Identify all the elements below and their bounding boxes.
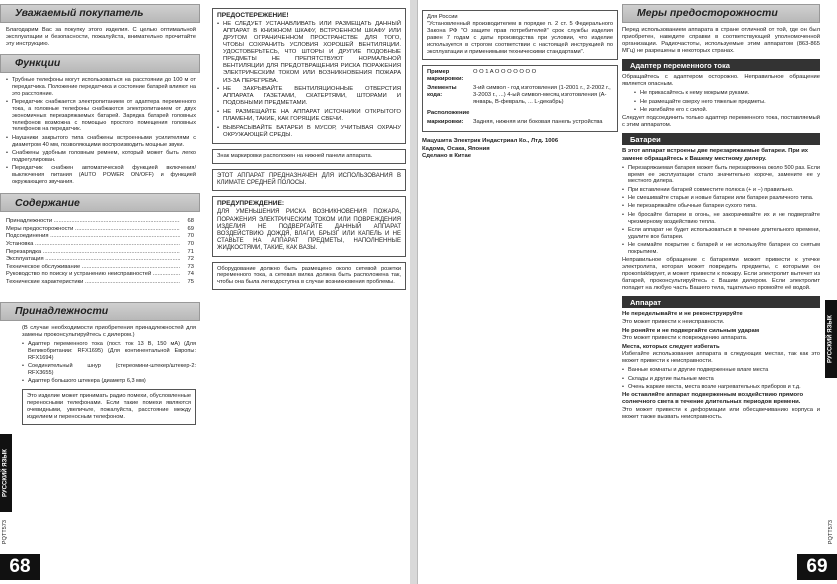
warning-list <box>217 21 401 139</box>
list-item: • Если аппарат не будет использоваться в течение длительного времени, удалите все батареи. <box>622 227 820 241</box>
ac-adapter-list <box>622 90 820 113</box>
list-item: • Не перезаряжайте обычные батареи сухого типа. <box>622 203 820 210</box>
unit-list <box>622 367 820 390</box>
list-item: • Перезаряжаемая батарея может быть перезаряжена около 500 раз. Если время ее эксплуатации стало значительно короче, замените ее у местного дилера. <box>622 165 820 185</box>
list-item: • Передатчик снабжен автоматической функцией включения/выключения питания (AUTO POWER ON/OFF) и функцией окружающего звучания. <box>6 165 196 185</box>
toc-row[interactable]: Установка ..... 70 <box>6 241 194 249</box>
dear-buyer-title: Уважаемый покупатель <box>15 7 144 20</box>
list-item: • НЕ ЗАКРЫВАЙТЕ ВЕНТИЛЯЦИОННЫЕ ОТВЕРСТИЯ АППАРАТА ГАЗЕТАМИ, СКАТЕРТЯМИ, ШТОРАМИ И ПОДОБНЫМИ ПРЕДМЕТАМИ. <box>217 86 401 107</box>
left-column-1 <box>0 0 200 584</box>
model-code-right: PQTT573 <box>828 520 835 545</box>
unit-t2: Это может привести к повреждению аппарата. <box>622 334 748 341</box>
list-item: • Склады и другие пыльные места <box>622 376 820 383</box>
caution-title: ПРЕДУПРЕЖДЕНИЕ: <box>217 200 285 208</box>
list-item: • Не прикасайтесь к нему мокрыми руками. <box>634 90 820 97</box>
list-item: • Ванные комнаты и другие подверженные влаге места <box>622 367 820 374</box>
list-item: • НЕ РАЗМЕЩАЙТЕ НА АППАРАТ ИСТОЧНИКИ ОТКРЫТОГО ПЛАМЕНИ, ТАКИЕ, КАК ГОРЯЩИЕ СВЕЧИ. <box>217 109 401 123</box>
maker-line: Мацушита Электрик Индастриал Ко., Лтд. 1006 <box>422 138 559 145</box>
unit-bar: Аппарат <box>622 296 820 308</box>
unit-t3: Избегайте использования аппарата в следующих местах, так как это может привести к неисправности. <box>622 351 820 365</box>
ac-adapter-bar: Адаптер переменного тока <box>622 59 820 71</box>
russia-text: "Установленный производителем в порядке п. 2 ст. 5 Федерального Закона РФ "О защите прав потребителей" срок службы изделия равен 7 годам с даты производства при условии, что изделие используется в строгом соответствии с настоящей инструкцией по эксплуатации и применимыми техническими стандартами". <box>427 20 613 55</box>
list-item: • При вставлении батарей совместите полюса (+ и −) правильно. <box>622 187 820 194</box>
ac-adapter-outro: Следует подсоединить только адаптер переменного тока, поставляемый с этим аппаратом. <box>622 115 820 129</box>
marking-location-value: Задняя, нижняя или боковая панель устройства <box>473 119 603 126</box>
maker-line: Кадома, Осака, Япония <box>422 145 490 152</box>
precautions-title: Меры предосторожности <box>637 7 778 20</box>
functions-banner <box>0 54 200 73</box>
accessories-title: Принадлежности <box>15 305 109 318</box>
list-item: • Соединительный шнур (стереомини-штекер/штекер-2: RFX3655) <box>22 363 196 377</box>
unit-h1: Не переделывайте и не реконструируйте <box>622 311 743 318</box>
batteries-outro: Неправильное обращение с батареями может привести к утечке электролита, которая может повредить предметы, с которыми он прокontaktирует, и может привести к пожару. Если электролит вытечет из батарей, проконсультируйтесь с Вашим дилером. Если электролит попадет на любую часть Вашего тела, тщательно промойте её водой. <box>622 257 820 292</box>
caution-box <box>212 196 406 256</box>
list-item: • Передатчик снабжается электропитанием от адаптера переменного тока, а головные телефоны снабжаются электропитанием от двух экономичных перезаряжаемых батарей. Зарядка батарей головных телефонов возможна с помощью простого помещения головных телефонов на передатчик. <box>6 99 196 133</box>
language-tab-left: РУССКИЙ ЯЗЫК <box>0 434 12 512</box>
toc-row[interactable]: Руководство по поиску и устранению неисправностей ..... 74 <box>6 271 194 279</box>
socket-note-box: Оборудование должно быть размещено около сетевой розетки переменного тока, а сетевая вилка должна быть расположена так, чтобы она была легкодоступна в случае возникновения проблемы. <box>212 262 406 291</box>
list-item: • Не смешивайте старые и новые батареи или батареи различного типа. <box>622 195 820 202</box>
list-item: • Трубные телефоны могут использоваться на расстоянии до 100 м от передатчика. Положение передатчика и состояние батарей влияют на это расстояние. <box>6 77 196 97</box>
toc-row[interactable]: Перезарядка ..... 71 <box>6 249 194 257</box>
marking-box <box>422 65 618 133</box>
batteries-list <box>622 165 820 256</box>
right-page <box>417 0 837 584</box>
marking-example-value: O O 1 A O O O O O O O <box>473 68 537 75</box>
list-item: • Адаптер переменного тока (пост. ток 13 В, 150 мА) (Для Великобритании: RFX1695) (Для континентальной Европы: RFX1694) <box>22 341 196 361</box>
batteries-bold: В этот аппарат встроены две перезаряжаемые батареи. При их замене обращайтесь к Вашему местному дилеру. <box>622 148 809 162</box>
list-item: • Не изгибайте его с силой. <box>634 107 820 114</box>
unit-t1: Это может привести к неисправности. <box>622 318 725 325</box>
list-item: • ВЫБРАСЫВАЙТЕ БАТАРЕИ В МУСОР, УЧИТЫВАЯ ОХРАНУ ОКРУЖАЮЩЕЙ СРЕДЫ. <box>217 125 401 139</box>
warning-title: ПРЕДОСТЕРЕЖЕНИЕ! <box>217 12 289 19</box>
contents-banner <box>0 193 200 212</box>
right-column-1 <box>422 0 618 584</box>
ac-adapter-intro: Обращайтесь с адаптером осторожно. Неправильное обращение является опасным. <box>622 74 820 88</box>
list-item: • Наушники закрытого типа снабжены встроенными усилителями с диаметром 40 мм, позволяющими воспроизводить мощные звуки. <box>6 135 196 149</box>
list-item: • Не бросайте батареи в огонь, не закорачивайте их и не подвергайте чрезмерному воздействию тепла. <box>622 212 820 226</box>
list-item: • Снабжены удобным головным ремнем, который может быть легко подрегулирован. <box>6 150 196 164</box>
manufacturer-info <box>422 138 618 160</box>
russia-label: Для России <box>427 14 458 20</box>
marking-note-box: Знак маркировки расположен на нижней панели аппарата. <box>212 149 406 164</box>
marking-elements-label: Элементы кода: <box>427 84 457 98</box>
russia-box <box>422 10 618 60</box>
batteries-bar: Батареи <box>622 133 820 145</box>
page-number-left: 68 <box>0 554 40 580</box>
unit-h2: Не роняйте и не подвергайте сильным ударам <box>622 327 760 334</box>
toc-row[interactable]: Меры предосторожности ..... 69 <box>6 226 194 234</box>
precautions-banner <box>622 4 820 23</box>
book-gutter <box>410 0 417 584</box>
unit-h4: Не оставляйте аппарат подверженным воздействию прямого солнечного света в течение длительных периодов времени. <box>622 392 804 406</box>
functions-list <box>0 77 200 185</box>
toc-row[interactable]: Подсоединения ..... 70 <box>6 233 194 241</box>
unit-h3: Места, которых следует избегать <box>622 343 720 350</box>
toc-row[interactable]: Принадлежности ..... 68 <box>6 218 194 226</box>
unit-t4: Это может привести к деформации или обесцвечиванию корпуса и может также вызвать неисправность. <box>622 406 820 420</box>
marking-location-label: маркировки: <box>427 119 464 126</box>
list-item: • Адаптер большого штекера (диаметр 6,3 мм) <box>22 378 196 385</box>
list-item: • Не снимайте покрытие с батарей и не используйте батареи со снятым покрытием. <box>622 242 820 256</box>
left-page <box>0 0 410 584</box>
toc-row[interactable]: Техническое обслуживание ..... 73 <box>6 264 194 272</box>
list-item: • Не размещайте сверху него тяжелые предметы. <box>634 99 820 106</box>
contents-title: Содержание <box>15 196 80 209</box>
page-number-right: 69 <box>797 554 837 580</box>
contents-table <box>0 216 200 286</box>
maker-line: Сделано в Китае <box>422 152 471 159</box>
accessories-banner <box>0 302 200 321</box>
warning-box <box>212 8 406 144</box>
left-column-2 <box>212 0 406 584</box>
accessories-list <box>22 341 196 385</box>
language-tab-right: РУССКИЙ ЯЗЫК <box>825 300 837 378</box>
list-item: • Очень жаркие места, места возле нагревательных приборов и т.д. <box>622 384 820 391</box>
accessories-intro: (В случае необходимости приобретения принадлежностей для замены проконсультируйтесь с дилером.) <box>22 325 196 339</box>
marking-location-title: Расположение <box>427 110 470 117</box>
marking-example-label: Пример маркировки: <box>427 68 464 82</box>
list-item: • НЕ СЛЕДУЕТ УСТАНАВЛИВАТЬ ИЛИ РАЗМЕЩАТЬ ДАННЫЙ АППАРАТ В КНИЖНОМ ШКАФУ, ВСТРОЕННОМ ШКАФУ ИЛИ ДРУГОМ ОГРАНИЧЕННОМ ПРОСТРАНСТВЕ ДЛЯ ТОГО, ЧТОБЫ СОХРАНИТЬ УСЛОВИЯ ХОРОШЕЙ ВЕНТИЛЯЦИИ. УДОСТОВЕРЬТЕСЬ, ЧТО ШТОРЫ И ДРУГИЕ ПОДОБНЫЕ ПРЕДМЕТЫ НЕ ПРЕПЯТСТВУЮТ НОРМАЛЬНОЙ ВЕНТИЛЯЦИИ ДЛЯ ПРЕДОТВРАЩЕНИЯ РИСКА ПОРАЖЕНИЯ ЭЛЕКТРИЧЕСКИМ ТОКОМ ИЛИ ВОЗНИКНОВЕНИЯ ПОЖАРА ИЗ-ЗА ПЕРЕГРЕВА. <box>217 21 401 85</box>
marking-elements-value: 3-ий символ - год изготовления (1-2001 г., 2-2002 г., 3-2003 г., ...) 4-ый символ-месяц изготовления (А-январь, В-февраль, ... L-декабрь) <box>473 84 611 105</box>
precautions-intro: Перед использованием аппарата в стране отличной от той, где он был приобретен, наведите справки в соответствующей уполномоченной организации. Радиочастоты, используемые этим аппаратом (863-865 МГц) не разрешены в некоторых странах. <box>622 27 820 55</box>
toc-row[interactable]: Эксплуатация ..... 72 <box>6 256 194 264</box>
dear-buyer-text: Благодарим Вас за покупку этого изделия. С целью оптимальной эксплуатации и безопасности, пожалуйста, внимательно прочитайте эту инструкцию. <box>6 27 196 48</box>
toc-row[interactable]: Технические характеристики ..... 75 <box>6 279 194 287</box>
accessories-note-box: Это изделие может принимать радио помехи, обусловленные переносными телефонами. Если такие помехи являются очевидными, увеличьте, пожалуйста, расстояние между изделием и переносным телефоном. <box>22 389 196 425</box>
right-column-2 <box>622 0 820 584</box>
climate-note-box: ЭТОТ АППАРАТ ПРЕДНАЗНАЧЕН ДЛЯ ИСПОЛЬЗОВАНИЯ В КЛИМАТЕ СРЕДНЕЙ ПОЛОСЫ. <box>212 169 406 191</box>
model-code-left: PQTT573 <box>2 520 8 545</box>
caution-text: ДЛЯ УМЕНЬШЕНИЯ РИСКА ВОЗНИКНОВЕНИЯ ПОЖАРА, ПОРАЖЕНИЯ ЭЛЕКТРИЧЕСКИМ ТОКОМ ИЛИ ПОВРЕЖДЕНИЯ ИЗДЕЛИЯ НЕ ПОДВЕРГАЙТЕ ДАННЫЙ АППАРАТ ВОЗДЕЙСТВИЮ ДОЖДЯ, ВЛАГИ, БРЫЗГ ИЛИ КАПЕЛЬ И НЕ СТАВЬТЕ НА АППАРАТ ПРЕДМЕТЫ, НАПОЛНЕННЫЕ ЖИДКОСТЯМИ, ТАКИЕ, КАК ВАЗЫ. <box>217 209 401 252</box>
dear-buyer-banner <box>0 4 200 23</box>
functions-title: Функции <box>15 57 61 70</box>
